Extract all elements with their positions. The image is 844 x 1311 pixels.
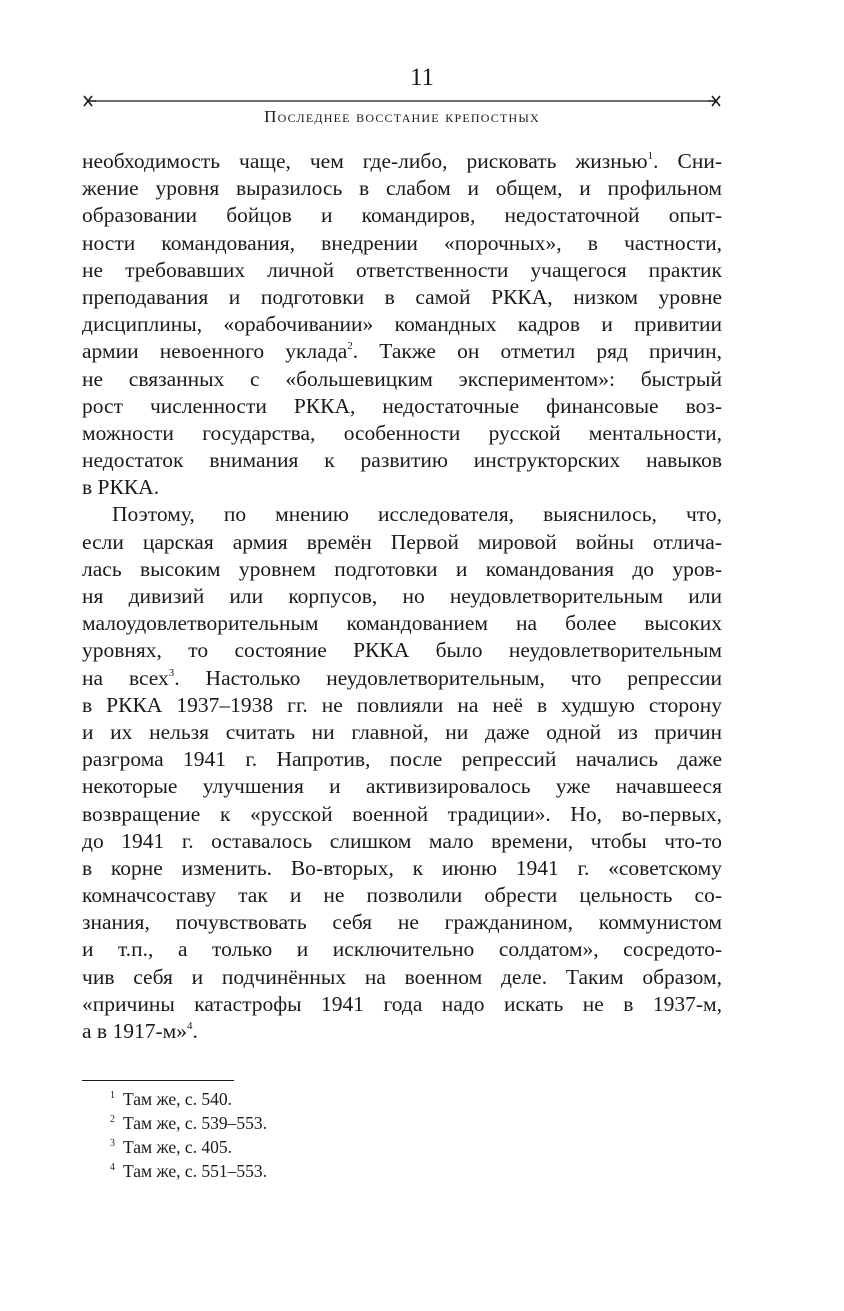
text-line: разгрома 1941 г. Напротив, после репрессий начались даже: [82, 747, 722, 772]
footnote-ref: 2: [347, 340, 353, 353]
text-line: образовании бойцов и командиров, недостаточной опыт-: [82, 203, 722, 228]
footnote: [110, 1159, 267, 1183]
text-line: и их нельзя считать ни главной, ни даже одной из причин: [82, 719, 722, 744]
text-line: а в 1917-м»$^4$.: [82, 1019, 198, 1043]
footnote-text: Там же, с. 539–553.: [123, 1113, 267, 1133]
text-line: если царская армия времён Первой мировой войны отлича-: [82, 529, 722, 554]
text-line: «причины катастрофы 1941 года надо искать не в 1937-м,: [82, 991, 722, 1016]
page-number: 11: [409, 64, 435, 91]
text-line: жение уровня выразилось в слабом и общем, и профильном: [82, 176, 722, 201]
text-line: преподавания и подготовки в самой РККА, низком уровне: [82, 284, 722, 309]
footnote-separator: [82, 1080, 234, 1081]
text-line: малоудовлетворительным командованием на более высоких: [82, 611, 722, 636]
footnote-mark: 3: [110, 1138, 115, 1149]
footnote: [110, 1135, 267, 1159]
footnote-mark: 1: [110, 1090, 115, 1101]
footnote-mark: 2: [110, 1114, 115, 1125]
footnote: [110, 1087, 267, 1111]
text-line: недостаток внимания к развитию инструкторских навыков: [82, 448, 722, 473]
footnote-ref: 4: [186, 1020, 193, 1032]
footnote-ref: 3: [168, 666, 175, 679]
text-line: не требовавших личной ответственности учащегося практик: [82, 257, 722, 282]
footnote-text: Там же, с. 405.: [123, 1137, 232, 1157]
text-line: ня дивизий или корпусов, но неудовлетворительным или: [82, 584, 722, 608]
text-line: лась высоким уровнем подготовки и командования до уров-: [82, 556, 722, 581]
text-line: чив себя и подчинённых на военном деле. Таким образом,: [82, 964, 722, 989]
text-line: армии невоенного уклада$^2$. Также он отметил ряд причин,: [82, 339, 723, 364]
footnote-ref: 1: [647, 150, 654, 162]
footnote-text: Там же, с. 540.: [123, 1089, 232, 1109]
text-line: возвращение к «русской военной традиции». Но, во-первых,: [82, 801, 722, 826]
text-line: уровнях, то состояние РККА было неудовлетворительным: [82, 638, 722, 663]
footnotes: [110, 1087, 267, 1183]
text-line: в корне изменить. Во-вторых, к июню 1941 г. «советскому: [82, 855, 722, 880]
text-line: и т.п., а только и исключительно солдатом», сосредото-: [82, 937, 722, 962]
body-text: [82, 148, 722, 1045]
text-line: можности государства, особенности русской ментальности,: [82, 420, 722, 445]
text-line: необходимость чаще, чем где-либо, рисковать жизнью$^1$. Сни-: [82, 149, 722, 173]
text-line: в РККА.: [82, 475, 160, 500]
text-line: в РККА 1937–1938 гг. не повлияли на неё в худшую сторону: [82, 692, 722, 717]
text-line: Поэтому, по мнению исследователя, выяснилось, что,: [112, 502, 722, 527]
footnote-mark: 4: [110, 1162, 115, 1173]
footnote-text: Там же, с. 551–553.: [123, 1161, 267, 1181]
running-head: Последнее восстание крепостных: [264, 107, 540, 126]
text-line: до 1941 г. оставалось слишком мало времени, чтобы что-то: [82, 828, 722, 853]
text-line: знания, почувствовать себя не гражданином, коммунистом: [82, 910, 722, 935]
text-line: некоторые улучшения и активизировалось уже начавшееся: [82, 774, 722, 799]
text-line: не связанных с «большевицким экспериментом»: быстрый: [82, 366, 722, 391]
text-line: дисциплины, «орабочивании» командных кадров и привитии: [82, 312, 722, 337]
text-line: рост численности РККА, недостаточные финансовые воз-: [82, 393, 722, 418]
text-line: на всех$^3$. Настолько неудовлетворительным, что репрессии: [82, 665, 722, 690]
text-line: ности командования, внедрении «порочных», в частности,: [82, 230, 722, 255]
footnote: [110, 1111, 267, 1135]
text-line: комначсоставу так и не позволили обрести цельность со-: [82, 883, 722, 908]
